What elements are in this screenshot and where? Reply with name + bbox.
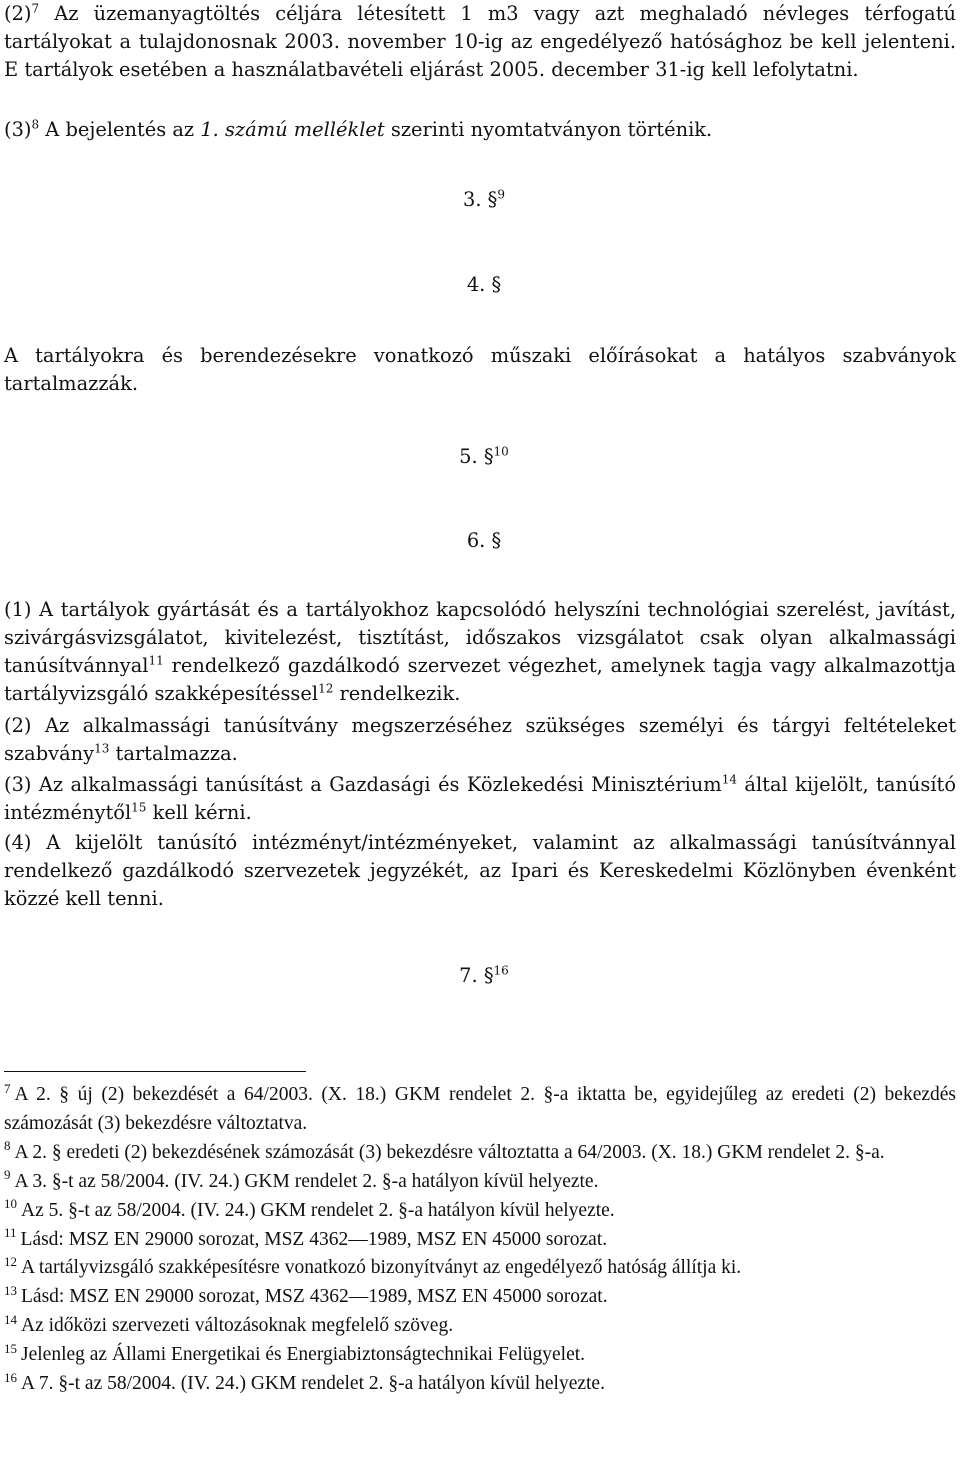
footnote-text: Lásd: MSZ EN 29000 sorozat, MSZ 4362—1989, MSZ EN 45000 sorozat. <box>20 1228 608 1250</box>
footnote-text: A 3. §-t az 58/2004. (IV. 24.) GKM rendelet 2. §-a hatályon kívül helyezte. <box>14 1170 599 1192</box>
footnote-ref[interactable]: 9 <box>497 187 505 202</box>
footnote-ref[interactable]: 8 <box>31 117 40 132</box>
footnote-text: A tartályvizsgáló szakképesítésre vonatkozó bizonyítványt az engedélyező hatóság állítja ki. <box>21 1257 742 1279</box>
footnote-number: 16 <box>4 1369 17 1385</box>
section-6-paragraph-2: (2) Az alkalmassági tanúsítvány megszerzéséhez szükséges személyi és tárgyi feltételeket szabvány$^{13}$ tartalmazza. <box>4 714 956 765</box>
section-heading-4 <box>4 271 960 299</box>
paragraph-2 <box>4 0 956 84</box>
footnote-number: 15 <box>4 1340 17 1356</box>
footnote-text: A 2. § új (2) bekezdését a 64/2003. (X. 18.) GKM rendelet 2. §-a iktatta be, egyidejűleg az eredeti (2) bekezdés számozását (3) bekezdésre változtatva. <box>4 1084 956 1134</box>
footnote-number: 7 <box>4 1080 11 1096</box>
footnote-ref[interactable]: 10 <box>493 444 509 459</box>
footnote-number: 14 <box>4 1311 17 1327</box>
footnote-separator <box>4 1071 306 1072</box>
paragraph-text: Az üzemanyagtöltés céljára létesített 1 m3 vagy azt meghaladó névleges térfogatú tartályokat a tulajdonosnak 2003. november 10-ig az engedélyező hatósághoz be kell jelenteni. E tartályok esetében a használatbavételi eljárást 2005. december 31-ig kell lefolytatni. <box>4 2 957 81</box>
section-number: 7. § <box>459 964 494 987</box>
footnote-ref[interactable]: 14 <box>721 772 737 787</box>
section-6-paragraph-4: (4) A kijelölt tanúsító intézményt/intézményeket, valamint az alkalmassági tanúsítvánnyal rendelkező gazdálkodó szervezetek jegyzékét, az Ipari és Kereskedelmi Közlönyben évenként közzé kell tenni. <box>4 831 956 910</box>
annex-reference: 1. számú melléklet <box>200 118 385 141</box>
section-number: 5. § <box>459 445 494 468</box>
footnote-number: 10 <box>4 1196 17 1212</box>
paragraph-text: A bejelentés az <box>39 118 201 141</box>
section-heading-6 <box>4 527 960 555</box>
footnote-ref[interactable]: 16 <box>493 963 509 978</box>
footnote <box>4 1312 956 1341</box>
paragraph-label: (2) <box>4 2 32 25</box>
section-number: 6. § <box>466 529 502 552</box>
section-4-text: A tartályokra és berendezésekre vonatkozó műszaki előírásokat a hatályos szabványok tartalmazzák. <box>4 344 956 395</box>
footnote-number: 12 <box>4 1253 17 1269</box>
footnote <box>4 1197 956 1226</box>
footnote <box>4 1341 956 1370</box>
paragraph-text: szerinti nyomtatványon történik. <box>384 118 713 141</box>
footnotes <box>4 1081 956 1399</box>
section-6-paragraph-3: (3) Az alkalmassági tanúsítást a Gazdasági és Közlekedési Minisztérium$^{14}$ által kijelölt, tanúsító intézménytől$^{15}$ kell kérni. <box>4 772 956 824</box>
footnote-ref[interactable]: 13 <box>94 741 110 756</box>
footnote <box>4 1283 956 1312</box>
paragraph-label: (3) <box>4 118 32 141</box>
footnote-text: Jelenleg az Állami Energetikai és Energiabiztonságtechnikai Felügyelet. <box>21 1344 586 1366</box>
footnote <box>4 1226 956 1255</box>
footnote-number: 9 <box>4 1167 11 1183</box>
section-heading-7 <box>4 962 960 990</box>
footnote-text: Lásd: MSZ EN 29000 sorozat, MSZ 4362—1989, MSZ EN 45000 sorozat. <box>21 1286 608 1308</box>
footnote-ref[interactable]: 15 <box>131 800 147 815</box>
footnote-text: Az időközi szervezeti változásoknak megfelelő szöveg. <box>21 1315 454 1337</box>
footnote <box>4 1081 956 1139</box>
footnote <box>4 1139 956 1168</box>
footnote-ref[interactable]: 12 <box>318 681 334 696</box>
footnote-number: 11 <box>4 1225 17 1241</box>
footnote <box>4 1254 956 1283</box>
section-number: 4. § <box>466 273 502 296</box>
paragraph-3 <box>4 116 956 144</box>
section-number: 3. § <box>462 188 498 211</box>
footnote-text: A 7. §-t az 58/2004. (IV. 24.) GKM rendelet 2. §-a hatályon kívül helyezte. <box>21 1373 605 1395</box>
footnote-ref[interactable]: 7 <box>31 1 40 16</box>
footnote-number: 13 <box>4 1282 17 1298</box>
footnote <box>4 1168 956 1197</box>
section-heading-3 <box>4 186 960 214</box>
footnote <box>4 1370 956 1399</box>
section-6-paragraph-1: (1) A tartályok gyártását és a tartályokhoz kapcsolódó helyszíni technológiai szerelést, javítást, szivárgásvizsgálatot, kivitelezést, tisztítást, időszakos vizsgálatot csak olyan alkalmassági tanúsítvánnyal$^{11}$ rendelkező gazdálkodó szervezet végezhet, amelynek tagja vagy alkalmazottja tartályvizsgáló szakképesítéssel$^{12}$ rendelkezik. <box>4 598 956 705</box>
footnote-text: Az 5. §-t az 58/2004. (IV. 24.) GKM rendelet 2. §-a hatályon kívül helyezte. <box>21 1199 615 1221</box>
section-heading-5 <box>4 443 960 471</box>
footnote-text: A 2. § eredeti (2) bekezdésének számozását (3) bekezdésre változtatta a 64/2003. (X. 18.) GKM rendelet 2. §-a. <box>14 1141 885 1163</box>
footnote-number: 8 <box>4 1138 11 1154</box>
footnote-ref[interactable]: 11 <box>148 653 164 668</box>
